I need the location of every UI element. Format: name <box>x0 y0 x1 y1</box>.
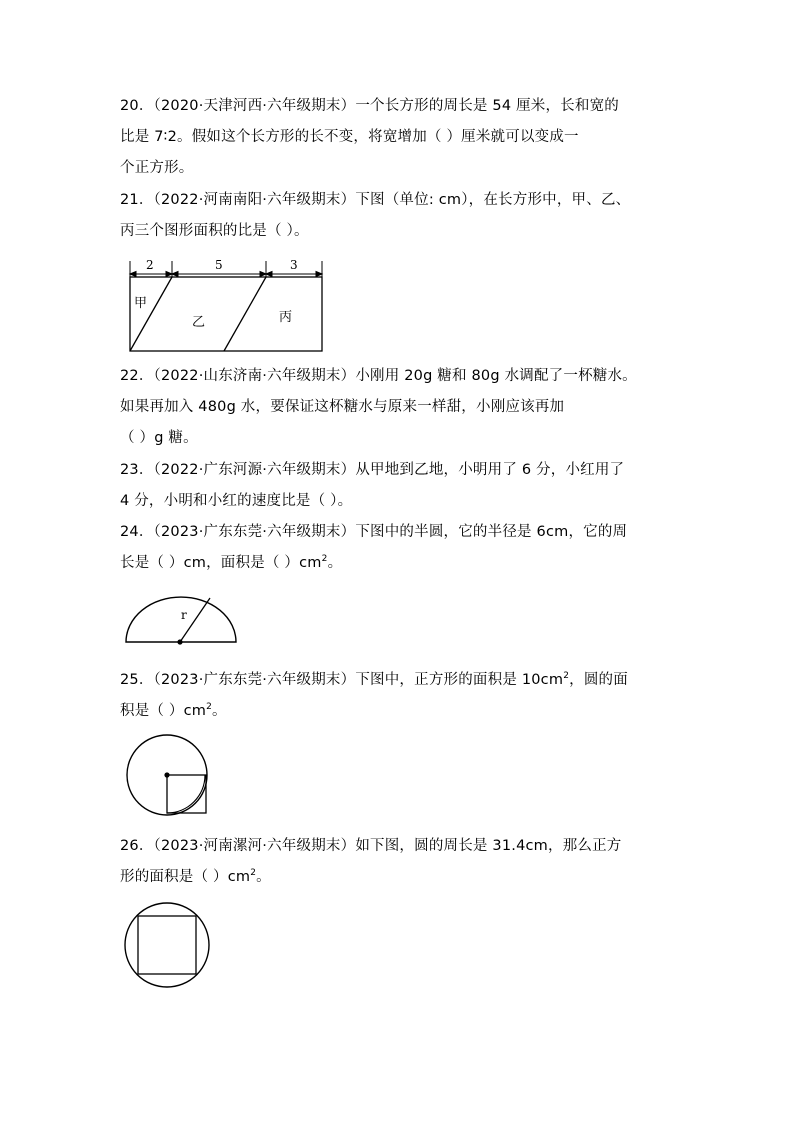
q20-line-3: 个正方形。 <box>120 160 194 176</box>
q21-rectangle-figure <box>122 255 332 357</box>
q25-line-2-text: 积是（ ）cm <box>120 703 207 719</box>
q23-line-1: 23．（2022·广东河源·六年级期末）从甲地到乙地，小明用了 6 分，小红用了 <box>120 462 625 478</box>
q22-line-3: （ ）g 糖。 <box>120 430 198 446</box>
q24-line-2 <box>120 553 342 573</box>
region-label-yi: 乙 <box>192 315 206 330</box>
q20-line-2: 比是 7∶2。假如这个长方形的长不变，将宽增加（ ）厘米就可以变成一 <box>120 129 579 145</box>
q24-line-2-end: 。 <box>327 555 343 571</box>
q25-line-2-end: 。 <box>212 703 227 719</box>
q26-inscribed-square-figure <box>122 900 214 992</box>
q24-line-1: 24．（2023·广东东莞·六年级期末）下图中的半圆，它的半径是 6cm，它的周 <box>120 524 628 540</box>
q24-line-2-text: 长是（ ）cm，面积是（ ）cm <box>120 555 322 571</box>
q24-semicircle-figure <box>122 592 240 648</box>
q26-line-2-text: 形的面积是（ ）cm <box>120 869 251 885</box>
q26-line-2 <box>120 867 271 887</box>
q23-line-2: 4 分，小明和小红的速度比是（ ）。 <box>120 493 353 509</box>
q24-line-2-sup: 2 <box>321 554 328 565</box>
q25-line-2-sup: 2 <box>206 702 213 713</box>
q22-line-1: 22．（2022·山东济南·六年级期末）小刚用 20g 糖和 80g 水调配了一杯糖水。 <box>120 368 637 384</box>
q25-line-1-end: ，圆的面 <box>569 672 628 688</box>
q21-line-2: 丙三个图形面积的比是（ ）。 <box>120 223 309 239</box>
q26-line-1: 26．（2023·河南漯河·六年级期末）如下图，圆的周长是 31.4cm，那么正方 <box>120 838 622 854</box>
q25-circle-square-figure <box>122 730 214 822</box>
q26-line-2-end: 。 <box>256 869 271 885</box>
dim-label-5: 5 <box>215 258 223 272</box>
q22-line-2: 如果再加入 480g 水，要保证这杯糖水与原来一样甜，小刚应该再加 <box>120 399 565 415</box>
q25-line-2 <box>120 701 227 721</box>
dim-label-3: 3 <box>290 258 298 272</box>
radius-label: r <box>181 608 187 622</box>
q21-line-1: 21．（2022·河南南阳·六年级期末）下图（单位: cm），在长方形中，甲、乙、 <box>120 192 631 208</box>
region-label-jia: 甲 <box>134 296 148 311</box>
q25-line-1-text: 25．（2023·广东东莞·六年级期末）下图中，正方形的面积是 10cm <box>120 672 564 688</box>
q20-line-1: 20．（2020·天津河西·六年级期末）一个长方形的周长是 54 厘米，长和宽的 <box>120 98 619 114</box>
dim-label-2: 2 <box>146 258 154 272</box>
q25-line-1 <box>120 670 628 690</box>
q26-line-2-sup: 2 <box>250 868 257 879</box>
region-label-bing: 丙 <box>279 310 293 325</box>
q25-line-1-sup: 2 <box>563 671 570 682</box>
